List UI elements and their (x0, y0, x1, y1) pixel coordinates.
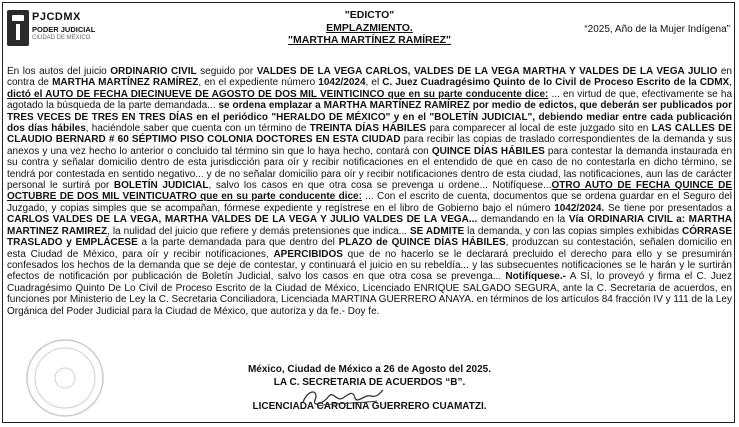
body-segment: para recibir las copias de traslado correspondientes de la demanda y sus anexos y una vez hecho lo anterior o concluido tal término sin que lo haya hecho, contará con (7, 134, 732, 157)
body-segment: demandando en la (477, 214, 569, 226)
body-segment: , haciéndole saber que cuenta con un término de (85, 123, 310, 135)
body-segment: la demanda, y con las copias simples exhibidas (464, 225, 682, 237)
body-segment: , salvo los casos en que otra cosa se prevenga u ordene... Notifíquese... (208, 180, 552, 192)
body-segment-underline: OTRO AUTO DE FECHA QUINCE DE OCTUBRE DE DOS MIL VEINTICUATRO que en su parte conducente dice: (7, 180, 733, 203)
body-segment-bold: QUINCE DÍAS HÁBILES (431, 145, 545, 157)
closing-date: México, Ciudad de México a 26 de Agosto del 2025. (247, 364, 492, 375)
body-segment: para contestar la demanda instaurada en su contra y señalar domicilio dentro de esta jurisdicción para oír y recibir notificaciones en el entendido de que en caso de no contestarla en dicho término, se tendrá por contestada en sentido negativo... y de no señalar domicilio para oír y recibir notificaciones dentro de esta ciudad, las notificaciones, aun las de carácter personal le surtirá por (7, 145, 733, 192)
body-segment-bold: LAS CALLES DE CLAUDIO BERNARD # 60 SÉPTIMO PISO COLONIA DOCTORES EN ESTA CIUDAD (7, 123, 732, 146)
body-segment: A SÍ, lo proveyó y firma el C. Juez Cuadragésimo Quinto De Lo Civil de Proceso Escrito de la Ciudad de México, Licenciado ENRIQUE SALGADO SEGURA, ante la C. Secretaria de acuerdos, en funciones por Ministerio de Ley la C. Secretaria Conciliadora, Licenciada MARTINA GUERRERO ANAYA. en términos de los artículos 84 fracción IV y 111 de la Ley Orgánica del Poder Judicial para la Ciudad de México, que autoriza y da fe.- Doy fe. (7, 271, 732, 317)
body-segment-bold: SE ADMITE (409, 225, 465, 237)
body-segment: Se tiene por presentados a (604, 202, 732, 214)
body-segment: , produzcan su contestación, señalen domicilio en esta Ciudad de México, para oír y recibir notificaciones, (7, 237, 732, 260)
body-segment: que de no hacerlo se le declarará precluido el derecho para ello y se presumirán confesados los hechos de la demanda que se deje de contestar, y continuará el juicio en su rebeldía... y las subsecuentes notificaciones se le harán y le surtirán efectos de notificación por publicación de Boletín Judicial, salvo los casos en que otra cosa se prevenga... (7, 248, 732, 283)
body-segment-bold-underlined (7, 89, 548, 100)
header-edicto: "EDICTO" (344, 9, 395, 21)
body-segment-bold: CARLOS VALDES DE LA VEGA, MARTHA VALDES DE LA VEGA Y JULIO VALDES DE LA VEGA... (7, 214, 478, 226)
body-segment-bold: Vía ORDINARIA CIVIL a: MARTHA MARTINEZ RAMIREZ (7, 214, 733, 237)
year-motto: “2025, Año de la Mujer Indígena” (584, 24, 730, 35)
body-segment-bold: VALDES DE LA VEGA CARLOS, VALDES DE LA VEGA MARTHA Y VALDES DE LA VEGA JULIO (256, 66, 718, 77)
edict-body (7, 66, 732, 317)
logo-acronym: PJCDMX (32, 11, 81, 23)
header-emplazamiento: EMPLAZMIENTO. (326, 21, 413, 34)
body-segment-bold: PLAZO de QUINCE DÍAS HÁBILES (338, 237, 506, 249)
body-segment: para comparecer al local de este juzgado sito en (426, 123, 652, 135)
body-segment: En los autos del juicio (7, 66, 111, 77)
body-segment: , (729, 77, 732, 89)
body-segment-bold: ORDINARIO CIVIL (110, 66, 197, 77)
body-segment-bold: se ordena emplazar a MARTHA MARTÍNEZ RAMÍREZ por medio de edictos, que deberán ser publicados por TRES VECES DE TRES EN TRES DÍAS en el periódico "HERALDO DE MÉXICO" y en el "BOLETÍN JUDICIAL", debiendo mediar entre cada publicación dos días hábiles (7, 100, 733, 135)
body-segment-bold: MARTHA MARTÍNEZ RAMÍREZ (52, 77, 199, 89)
body-segment: en contra de (7, 66, 732, 89)
header-defendant: "MARTHA MARTÍNEZ RAMÍREZ" (288, 34, 451, 46)
body-segment-underline: dictó el AUTO DE FECHA DIECINUEVE DE AGOSTO DE DOS MIL VEINTICINCO que en su parte conducente dice: (7, 88, 549, 100)
body-segment: , el (365, 77, 383, 89)
body-segment-bold: TREINTA DÍAS HÁBILES (309, 123, 427, 135)
closing-signatory-name: LICENCIADA CAROLINA GUERRERO CUAMATZI. (252, 401, 487, 413)
body-segment: , en el expediente número (198, 77, 319, 89)
body-segment: seguido por (196, 66, 257, 77)
body-segment: ... Con el escrito de cuenta, documentos que se ordena guardar en el Seguro del Juzgado, y copias simples que se acompañan, fórmese expediente y regístrese en el libro de Gobierno bajo el número (7, 191, 732, 214)
closing-secretary-title: LA C. SECRETARIA DE ACUERDOS “B”. (273, 376, 466, 388)
body-segment-bold: APERCIBIDOS (273, 248, 343, 260)
body-segment-bold: C. Juez Cuadragésimo Quinto de lo Civil de Proceso Escrito de la CDMX (382, 77, 730, 89)
handwritten-signature-icon (297, 382, 387, 412)
body-segment: a la parte demandada para que dentro del (137, 237, 339, 249)
body-segment-bold: CÓRRASE TRASLADO y EMPLÁCESE (7, 225, 732, 249)
body-segment: , la nulidad del juicio que refiere y demás pretensiones que indica... (107, 225, 410, 237)
body-segment-bold: 1042/2024 (318, 77, 366, 89)
logo-institution: PODER JUDICIAL (32, 25, 96, 34)
body-segment-bold: BOLETÍN JUDICIAL (113, 180, 209, 192)
body-segment-bold: Notifíquese.- (505, 271, 566, 283)
body-segment-bold: 1042/2024. (554, 202, 605, 214)
logo-city: CIUDAD DE MÉXICO (32, 35, 91, 41)
body-segment: ... en virtud de que, efectivamente se ha agotado la búsqueda de la parte demandada... (7, 88, 732, 112)
